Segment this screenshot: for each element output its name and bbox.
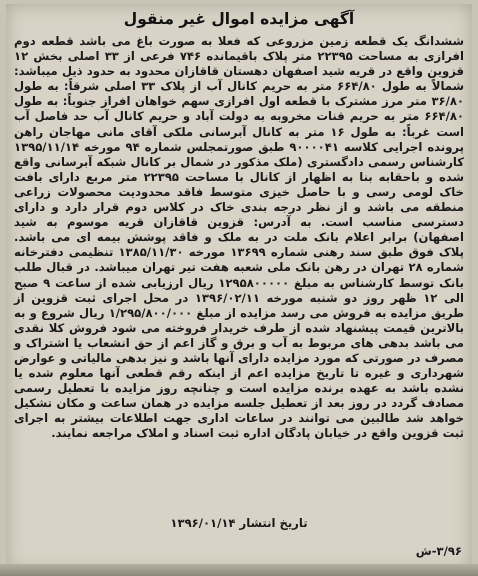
notice-body: ششدانگ یک قطعه زمین مزروعی که فعلا به صورت باغ می باشد قطعه دوم افرازی به مساحت ۲۲۳۹۵ متر پلاک باقیمانده ۷۴۶ فرعی از ۳۳ اصلی بخش ۱۲ قزوین واقع در قریه شید اصفهان دهستان قاقازان محدود به حدود ذیل میباشد: شمالاً به طول ۶۶۴/۸۰ متر به حریم کانال آب از پلاک ۳۳ اصلی شرقاً: به طول ۳۶/۸۰ متر مرز مشترک با قطعه اول افرازی سهم خواهان افراز جنوباً: به طول ۶۶۴/۸۰ متر به حریم قنات مخروبه به دولت آباد و حریم کانال آب حد فاصل آب است غرباً: به طول ۱۶ متر به کانال آبرسانی ملکی آقای مانی مهاجان راهن پرونده اجرایی کلاسه ۹۰۰۰۰۴۱ طبق صورتمجلس شماره ۹۴ مورخه ۱۳۹۵/۱۱/۱۴ کارشناس رسمی دادگستری (ملک مذکور در شمال بر کانال شبکه آبرسانی واقع شده و باحقابه بنا به اظهار از کانال با مساحت ۲۲۳۹۵ متر مربع دارای بافت خاک لومی رسی و با حاصل خیزی متوسط فاقد محدودیت محصولات زراعی منطقه می باشد و از نظر درجه بندی خاک در کلاس دوم قرار دارد و دارای دسترسی مناسب است. به آدرس: قزوین قاقازان قریه موسوم به شید اصفهان) برابر اعلام بانک ملت در به ملک و فاقد پوشش بیمه ای می باشد. پلاک فوق طبق سند رهنی شماره ۱۳۶۹۹ مورخه ۱۳۸۵/۱۱/۳۰ تنظیمی دفترخانه شماره ۲۸ تهران در رهن بانک ملی شعبه هفت تیر تهران میباشد. در قبال طلب بانک توسط کارشناس به مبلغ ۱۲۹۵۸۰۰۰۰۰ ریال ارزیابی شده از ساعت ۹ صبح الی ۱۲ ظهر روز دو شنبه مورخه ۱۳۹۶/۰۲/۱۱ در محل اجرای ثبت قزوین از طریق مزایده به فروش می رسد مزایده از مبلغ ۱/۲۹۵/۸۰۰/۰۰۰ ریال شروع و به بالاترین قیمت پیشنهاد شده از طرف خریدار فروخته می شود فروش کلا نقدی می باشد بدهی های مربوط به آب و برق و گاز اعم از حق انشعاب یا اشتراک و مصرف در صورتی که مورد مزایده دارای آنها باشد و نیز بدهی مالیاتی و عوارض شهرداری و غیره تا تاریخ مزایده اعم از اینکه رقم قطعی آنها معلوم شده یا نشده باشد به عهده برنده مزایده است و چنانچه روز مزایده با تعطیل رسمی مصادف گردد در روز بعد از تعطیل جلسه مزایده در همان ساعت و مکان تشکیل خواهد شد طالبین می توانند در ساعات اداری جهت اطلاعات بیشتر به اجرای ثبت قزوین واقع در خیابان پادگان اداره ثبت اسناد و املاک مراجعه نمایند.	[14, 34, 465, 441]
reference-code: ۳/۹۶-ش	[415, 544, 462, 558]
publication-date: تاریخ انتشار ۱۳۹۶/۰۱/۱۴	[170, 516, 308, 530]
notice-panel	[6, 4, 472, 572]
notice-title: آگهی مزایده اموال غیر منقول	[123, 10, 355, 28]
torn-edge	[0, 564, 478, 576]
